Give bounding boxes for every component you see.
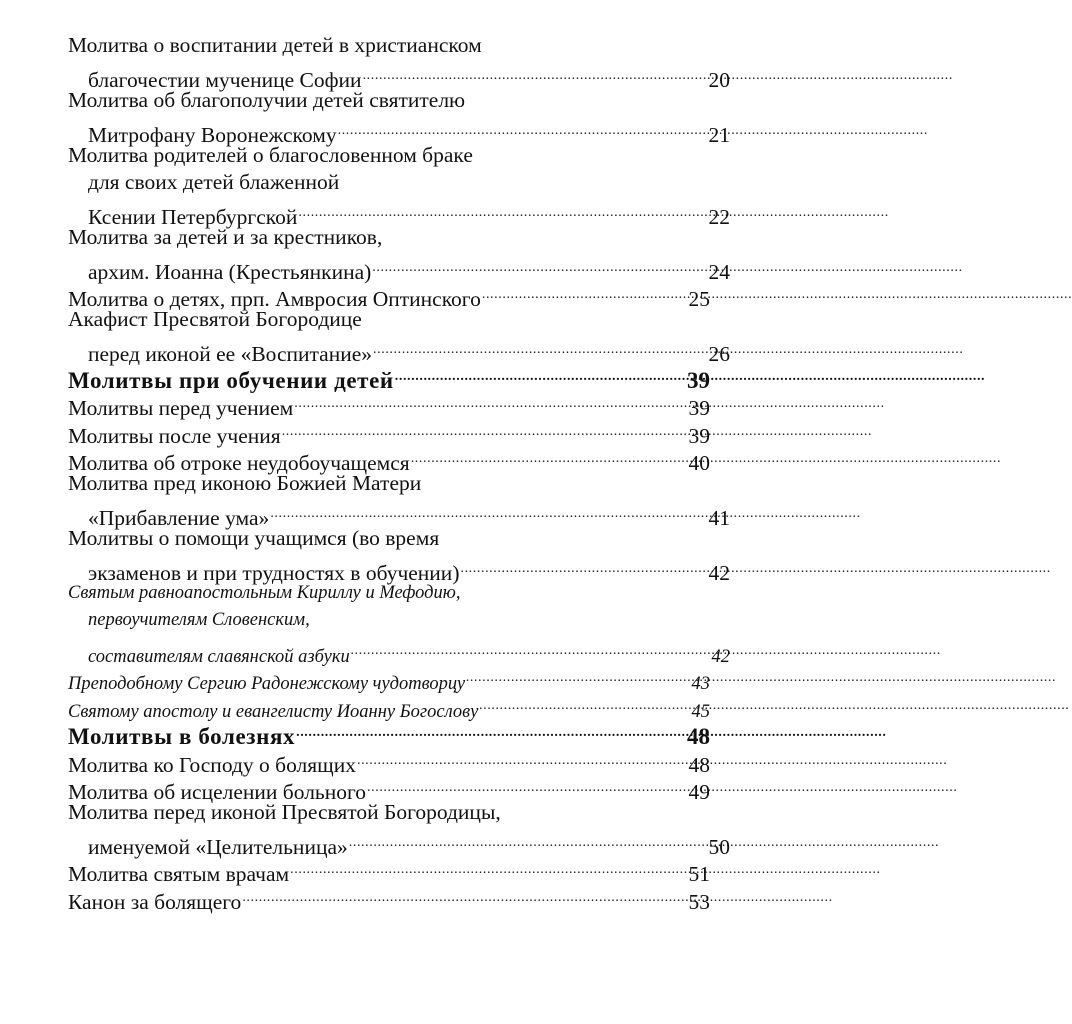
dot-leader [411,443,685,470]
dot-leader [373,333,705,360]
toc-entry-title: именуемой «Целительница» [88,834,348,859]
page-number: 51 [688,862,710,887]
toc-entry [0,525,730,585]
toc-entry-line [0,388,710,421]
toc-entry-title: Молитва об исцелении больного [68,779,367,804]
dot-leader [395,361,685,388]
toc-entry-title: для своих детей блаженной [88,169,340,194]
toc-entry [0,470,730,531]
toc-entry-title: экзаменов и при трудностях в обучении) [88,560,460,585]
toc-entry-title: Канон за болящего [68,889,242,914]
table-of-contents [0,32,730,914]
dot-leader [372,251,705,278]
toc-entry-title: Молитва за детей и за крестников, [68,224,383,249]
toc-entry [0,799,730,859]
dot-leader [294,388,685,415]
dot-leader [242,881,685,908]
toc-entry-title: перед иконой ее «Воспитание» [88,341,373,366]
toc-entry-title: Святым равноапостольным Кириллу и Мефодию, [68,582,461,603]
toc-entry [0,306,730,366]
toc-entry-title: Молитва святым врачам [68,862,290,887]
page-number: 43 [691,674,710,695]
dot-leader [363,59,705,86]
page-number: 24 [708,259,730,284]
toc-entry-title: Молитва о детях, прп. Амвросия Оптинского [68,286,481,311]
dot-leader [357,744,685,771]
toc-entry-line [0,224,710,251]
toc-entry [0,662,711,695]
toc-entry-line [0,87,710,114]
dot-leader [466,662,685,689]
toc-entry [0,279,711,311]
dot-leader [460,552,705,579]
toc-entry-title: Ксении Петербургской [88,204,298,229]
toc-entry-line [0,854,710,887]
page-number: 50 [708,834,730,859]
dot-leader [290,854,685,881]
dot-leader [351,635,705,662]
toc-entry-line [0,525,710,552]
toc-entry-title: Молитвы в болезнях [68,724,296,750]
toc-entry-line [0,361,710,394]
page-number: 22 [708,204,730,229]
toc-entry-line [0,114,730,147]
dot-leader [298,196,705,223]
toc-entry-title: Преподобному Сергию Радонежскому чудотворцу [68,674,466,695]
page-number: 49 [688,779,710,804]
toc-entry-line [0,552,730,585]
dot-leader [270,498,705,525]
toc-entry-line [0,635,730,667]
toc-entry-line [0,59,730,92]
toc-entry-line [0,498,730,531]
dot-leader [367,772,685,799]
page-number: 39 [688,396,710,421]
toc-entry-title: Молитвы после учения [68,423,281,448]
dot-leader [479,689,685,716]
dot-leader [338,114,705,141]
toc-entry-title: составителям славянской азбуки [88,646,350,667]
dot-leader [296,717,685,744]
page-number: 39 [687,368,710,394]
page-number: 20 [708,67,730,92]
toc-entry-title: Молитвы о помощи учащимся (во время [68,526,440,551]
toc-entry-title: архим. Иоанна (Крестьянкина) [88,259,372,284]
toc-entry [0,744,711,777]
toc-entry [0,87,730,147]
toc-entry [0,443,711,476]
page-number: 25 [688,286,710,311]
toc-entry-line [0,142,710,169]
toc-entry [0,689,711,722]
toc-entry [0,32,730,92]
toc-entry-line [0,717,710,750]
page-number: 42 [711,646,730,667]
toc-entry-line [0,196,730,229]
toc-entry-title: Акафист Пресвятой Богородице [68,306,362,331]
toc-entry-title: Молитва родителей о благословенном браке [68,142,473,167]
page-number: 26 [708,341,730,366]
toc-entry-title: Молитвы при обучении детей [68,368,394,394]
toc-entry-title: Молитва ко Господу о болящих [68,752,356,777]
page-number: 39 [688,423,710,448]
toc-entry-title: первоучителям Словенским, [88,610,310,631]
toc-entry [0,772,711,804]
toc-entry-line [0,251,730,284]
toc-entry-line [0,470,710,497]
toc-entry-line [0,32,710,59]
toc-entry-line [0,415,710,448]
toc-entry-line [0,333,730,366]
toc-entry [0,854,711,887]
toc-entry-title: Молитвы перед учением [68,396,294,421]
toc-entry-title: Святому апостолу и евангелисту Иоанну Богослову [68,701,479,722]
toc-entry-title: благочестии мученице Софии [88,67,362,92]
toc-section-heading [0,717,711,750]
toc-section-heading [0,361,711,394]
page-number: 42 [708,560,730,585]
toc-entry-line [0,772,710,804]
page-number: 45 [691,701,710,722]
toc-entry-line [0,744,710,777]
page-number: 21 [708,122,730,147]
toc-entry-title: Молитва об отроке неудобоучащемся [68,451,410,476]
toc-entry-title: Молитва пред иконою Божией Матери [68,471,422,496]
toc-entry-line [0,306,710,333]
toc-entry [0,881,711,914]
dot-leader [349,826,705,853]
page-number: 41 [708,506,730,531]
toc-entry-line [0,662,710,695]
toc-entry-title: Молитва о воспитании детей в христианском [68,33,482,57]
toc-entry-line [0,607,730,634]
toc-entry [0,224,730,284]
page-number: 48 [687,724,710,750]
toc-entry-line [0,881,710,914]
dot-leader [282,415,685,442]
toc-entry-line [0,279,710,311]
toc-entry-title: Молитва перед иконой Пресвятой Богородицы, [68,799,501,824]
toc-entry [0,580,730,667]
toc-entry-line [0,169,730,196]
toc-entry-title: Молитва об благополучии детей святителю [68,87,466,112]
dot-leader [482,279,685,306]
toc-entry [0,388,711,421]
toc-entry-title: «Прибавление ума» [88,506,270,531]
page-number: 53 [688,889,710,914]
toc-entry-line [0,689,710,722]
toc-entry-title: Митрофану Воронежскому [88,122,337,147]
toc-entry-line [0,826,730,859]
page-number: 40 [688,451,710,476]
toc-entry-line [0,580,710,607]
toc-entry [0,142,730,229]
page-number: 48 [688,752,710,777]
toc-entry-line [0,799,710,826]
toc-entry [0,415,711,448]
toc-entry-line [0,443,710,476]
